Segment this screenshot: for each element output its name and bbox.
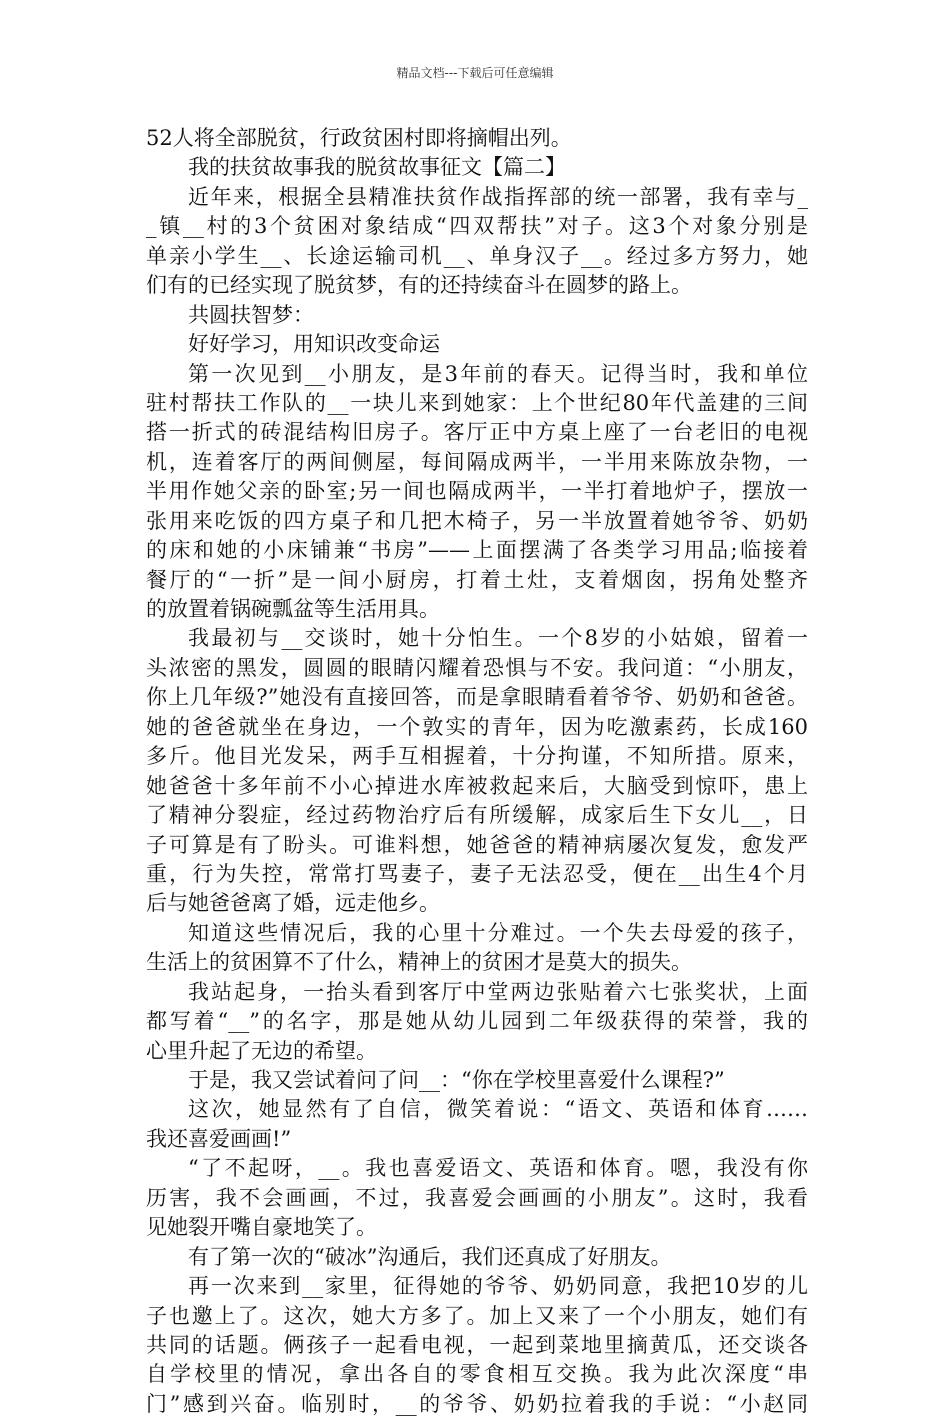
text-line: 的放置着锅碗瓢盆等生活用具。 [146,597,440,621]
text-line: 共圆扶智梦： [188,302,314,327]
text-line: 这次，她显然有了自信，微笑着说：“语文、英语和体育…… [188,1097,808,1122]
text-line: 52人将全部脱贫，行政贫困村即将摘帽出列。 [146,126,572,150]
text-line: 生活上的贫困算不了什么，精神上的贫困才是莫大的损失。 [146,950,692,975]
text-line: 门”感到兴奋。临别时，__的爷爷、奶奶拉着我的手说：“小赵同 [146,1391,808,1416]
text-line: 都写着“__”的名字，那是她从幼儿园到二年级获得的荣誉，我的 [146,1009,808,1034]
text-line: 我的扶贫故事我的脱贫故事征文【篇二】 [188,155,566,180]
text-line: 头浓密的黑发，圆圆的眼睛闪耀着恐惧与不安。我问道：“小朋友， [146,655,808,680]
document-body [146,124,808,1419]
text-line: _镇__村的3个贫困对象结成“四双帮扶”对子。这3个对象分别是 [146,214,808,239]
text-line: 们有的已经实现了脱贫梦，有的还持续奋斗在圆梦的路上。 [146,273,692,298]
text-line: 子也邀上了。这次，她大方多了。加上又来了一个小朋友，她们有 [146,1303,808,1328]
text-line: 再一次来到__家里，征得她的爷爷、奶奶同意，我把10岁的儿 [188,1274,808,1299]
page-header: 精品文档---下载后可任意编辑 [396,66,554,80]
text-line: 半用作她父亲的卧室;另一间也隔成两半，一半打着地炉子，摆放一 [146,479,808,504]
text-line: 单亲小学生__、长途运输司机__、单身汉子__。经过多方努力，她 [146,243,808,268]
text-line: 我最初与__交谈时，她十分怕生。一个8岁的小姑娘，留着一 [188,626,808,651]
text-line: 驻村帮扶工作队的__一块儿来到她家：上个世纪80年代盖建的三间 [146,390,808,415]
text-line: 她爸爸十多年前不小心掉进水库被救起来后，大脑受到惊吓，患上 [146,773,808,798]
text-line: 历害，我不会画画，不过，我喜爱会画画的小朋友”。这时，我看 [146,1185,808,1210]
text-line: 近年来，根据全县精准扶贫作战指挥部的统一部署，我有幸与_ [188,184,808,209]
text-line: 有了第一次的“破冰”沟通后，我们还真成了好朋友。 [188,1244,672,1269]
text-line: 机，连着客厅的两间侧屋，每间隔成两半，一半用来陈放杂物，一 [146,449,808,474]
text-line: 好好学习，用知识改变命运 [188,332,440,357]
text-line: 第一次见到__小朋友，是3年前的春天。记得当时，我和单位 [188,361,808,386]
text-line: 她的爸爸就坐在身边，一个敦实的青年，因为吃激素药，长成160 [146,714,808,739]
text-line: 餐厅的“一折”是一间小厨房，打着土灶，支着烟囱，拐角处整齐 [146,567,808,592]
text-line: 见她裂开嘴自豪地笑了。 [146,1215,377,1240]
text-line: 搭一折式的砖混结构旧房子。客厅正中方桌上座了一台老旧的电视 [146,420,808,445]
text-line: 后与她爸爸离了婚，远走他乡。 [146,891,440,916]
text-line: 我站起身，一抬头看到客厅中堂两边张贴着六七张奖状，上面 [188,979,808,1004]
text-line: 的床和她的小床铺兼“书房”——上面摆满了各类学习用品;临接着 [146,538,808,563]
text-line: 心里升起了无边的希望。 [146,1038,377,1063]
text-line: 你上几年级?”她没有直接回答，而是拿眼睛看着爷爷、奶奶和爸爸。 [146,685,808,710]
text-line: 多斤。他目光发呆，两手互相握着，十分拘谨，不知所措。原来， [146,744,808,769]
text-line: 了精神分裂症，经过药物治疗后有所缓解，成家后生下女儿__，日 [146,803,808,828]
text-line: 重，行为失控，常常打骂妻子，妻子无法忍受，便在__出生4个月 [146,861,808,886]
text-line: 我还喜爱画画!” [146,1126,292,1151]
text-line: 于是，我又尝试着问了问__：“你在学校里喜爱什么课程?” [188,1068,725,1092]
text-line: 知道这些情况后，我的心里十分难过。一个失去母爱的孩子， [188,920,808,945]
text-line: “了不起呀，__。我也喜爱语文、英语和体育。嗯，我没有你 [188,1156,808,1181]
text-line: 自学校里的情况，拿出各自的零食相互交换。我为此次深度“串 [146,1362,808,1387]
text-line: 子可算是有了盼头。可谁料想，她爸爸的精神病屡次复发，愈发严 [146,832,808,857]
text-line: 共同的话题。俩孩子一起看电视，一起到菜地里摘黄瓜，还交谈各 [146,1332,808,1357]
text-line: 张用来吃饭的四方桌子和几把木椅子，另一半放置着她爷爷、奶奶 [146,508,808,533]
